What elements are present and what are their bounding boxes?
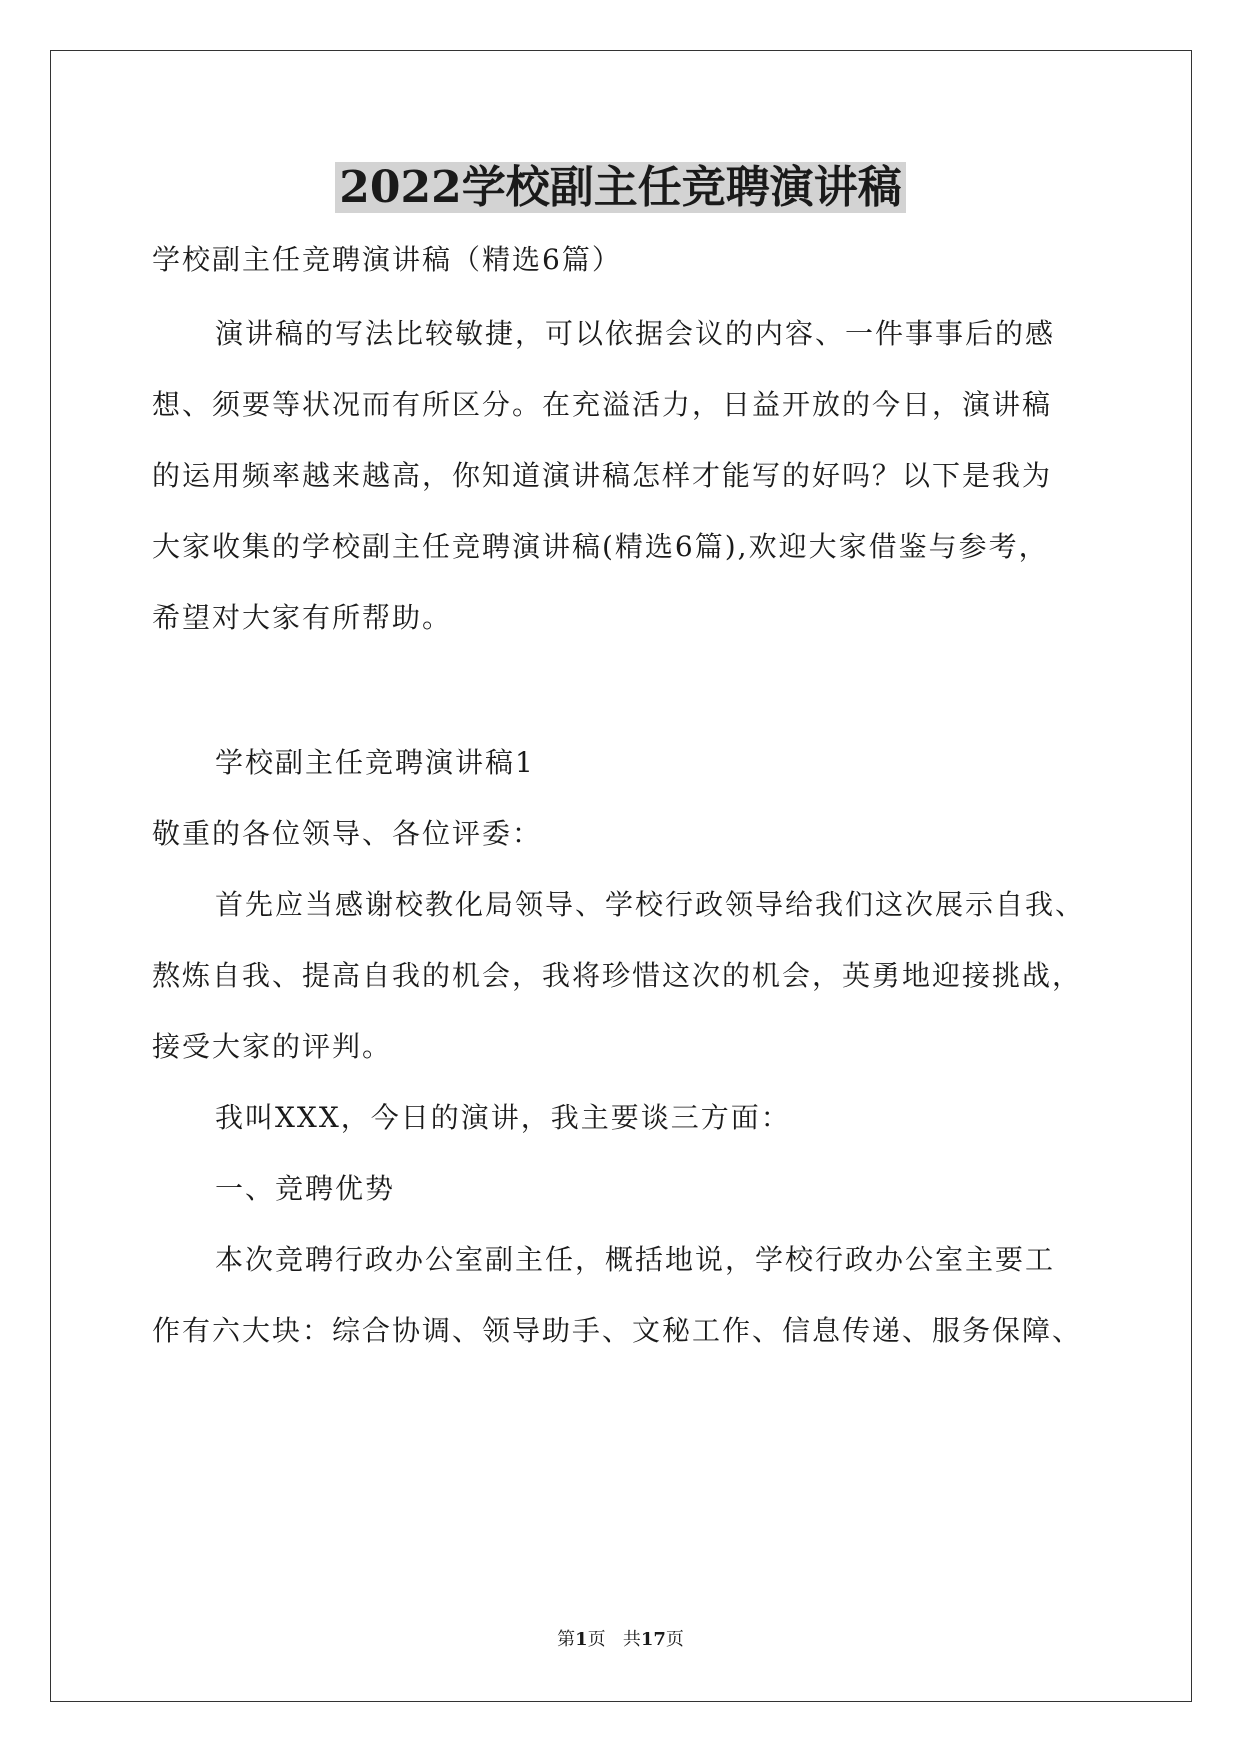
- page-number: 1: [575, 1629, 588, 1650]
- section-heading: 学校副主任竞聘演讲稿1: [215, 746, 535, 779]
- total-pages: 17: [640, 1629, 666, 1650]
- paragraph-line: 接受大家的评判。: [152, 1030, 393, 1063]
- page-suffix: 页: [587, 1629, 606, 1650]
- paragraph-line: 熬炼自我、提高自我的机会，我将珍惜这次的机会，英勇地迎接挑战，: [152, 959, 1083, 992]
- page-border: [50, 50, 1192, 1702]
- intro-line: 演讲稿的写法比较敏捷，可以依据会议的内容、一件事事后的感: [215, 317, 1056, 350]
- intro-line: 的运用频率越来越高，你知道演讲稿怎样才能写的好吗？以下是我为: [152, 459, 1053, 492]
- title-text: 2022学校副主任竞聘演讲稿: [335, 162, 905, 213]
- document-title: [0, 160, 1241, 216]
- total-prefix: 共: [622, 1629, 641, 1650]
- salutation: 敬重的各位领导、各位评委：: [152, 817, 543, 850]
- page-footer: [0, 1628, 1241, 1652]
- paragraph-line: 本次竞聘行政办公室副主任，概括地说，学校行政办公室主要工: [215, 1243, 1056, 1276]
- intro-line: 希望对大家有所帮助。: [152, 601, 453, 634]
- page-prefix: 第: [557, 1629, 576, 1650]
- paragraph-line: 首先应当感谢校教化局领导、学校行政领导给我们这次展示自我、: [215, 888, 1086, 921]
- total-suffix: 页: [665, 1629, 684, 1650]
- paragraph-line: 我叫XXX，今日的演讲，我主要谈三方面：: [215, 1101, 791, 1134]
- paragraph-line: 作有六大块：综合协调、领导助手、文秘工作、信息传递、服务保障、: [152, 1314, 1083, 1347]
- intro-line: 想、须要等状况而有所区分。在充溢活力，日益开放的今日，演讲稿: [152, 388, 1053, 421]
- subtitle: 学校副主任竞聘演讲稿（精选6篇）: [152, 243, 622, 276]
- subheading: 一、竞聘优势: [215, 1172, 396, 1205]
- intro-line: 大家收集的学校副主任竞聘演讲稿(精选6篇),欢迎大家借鉴与参考，: [152, 530, 1049, 563]
